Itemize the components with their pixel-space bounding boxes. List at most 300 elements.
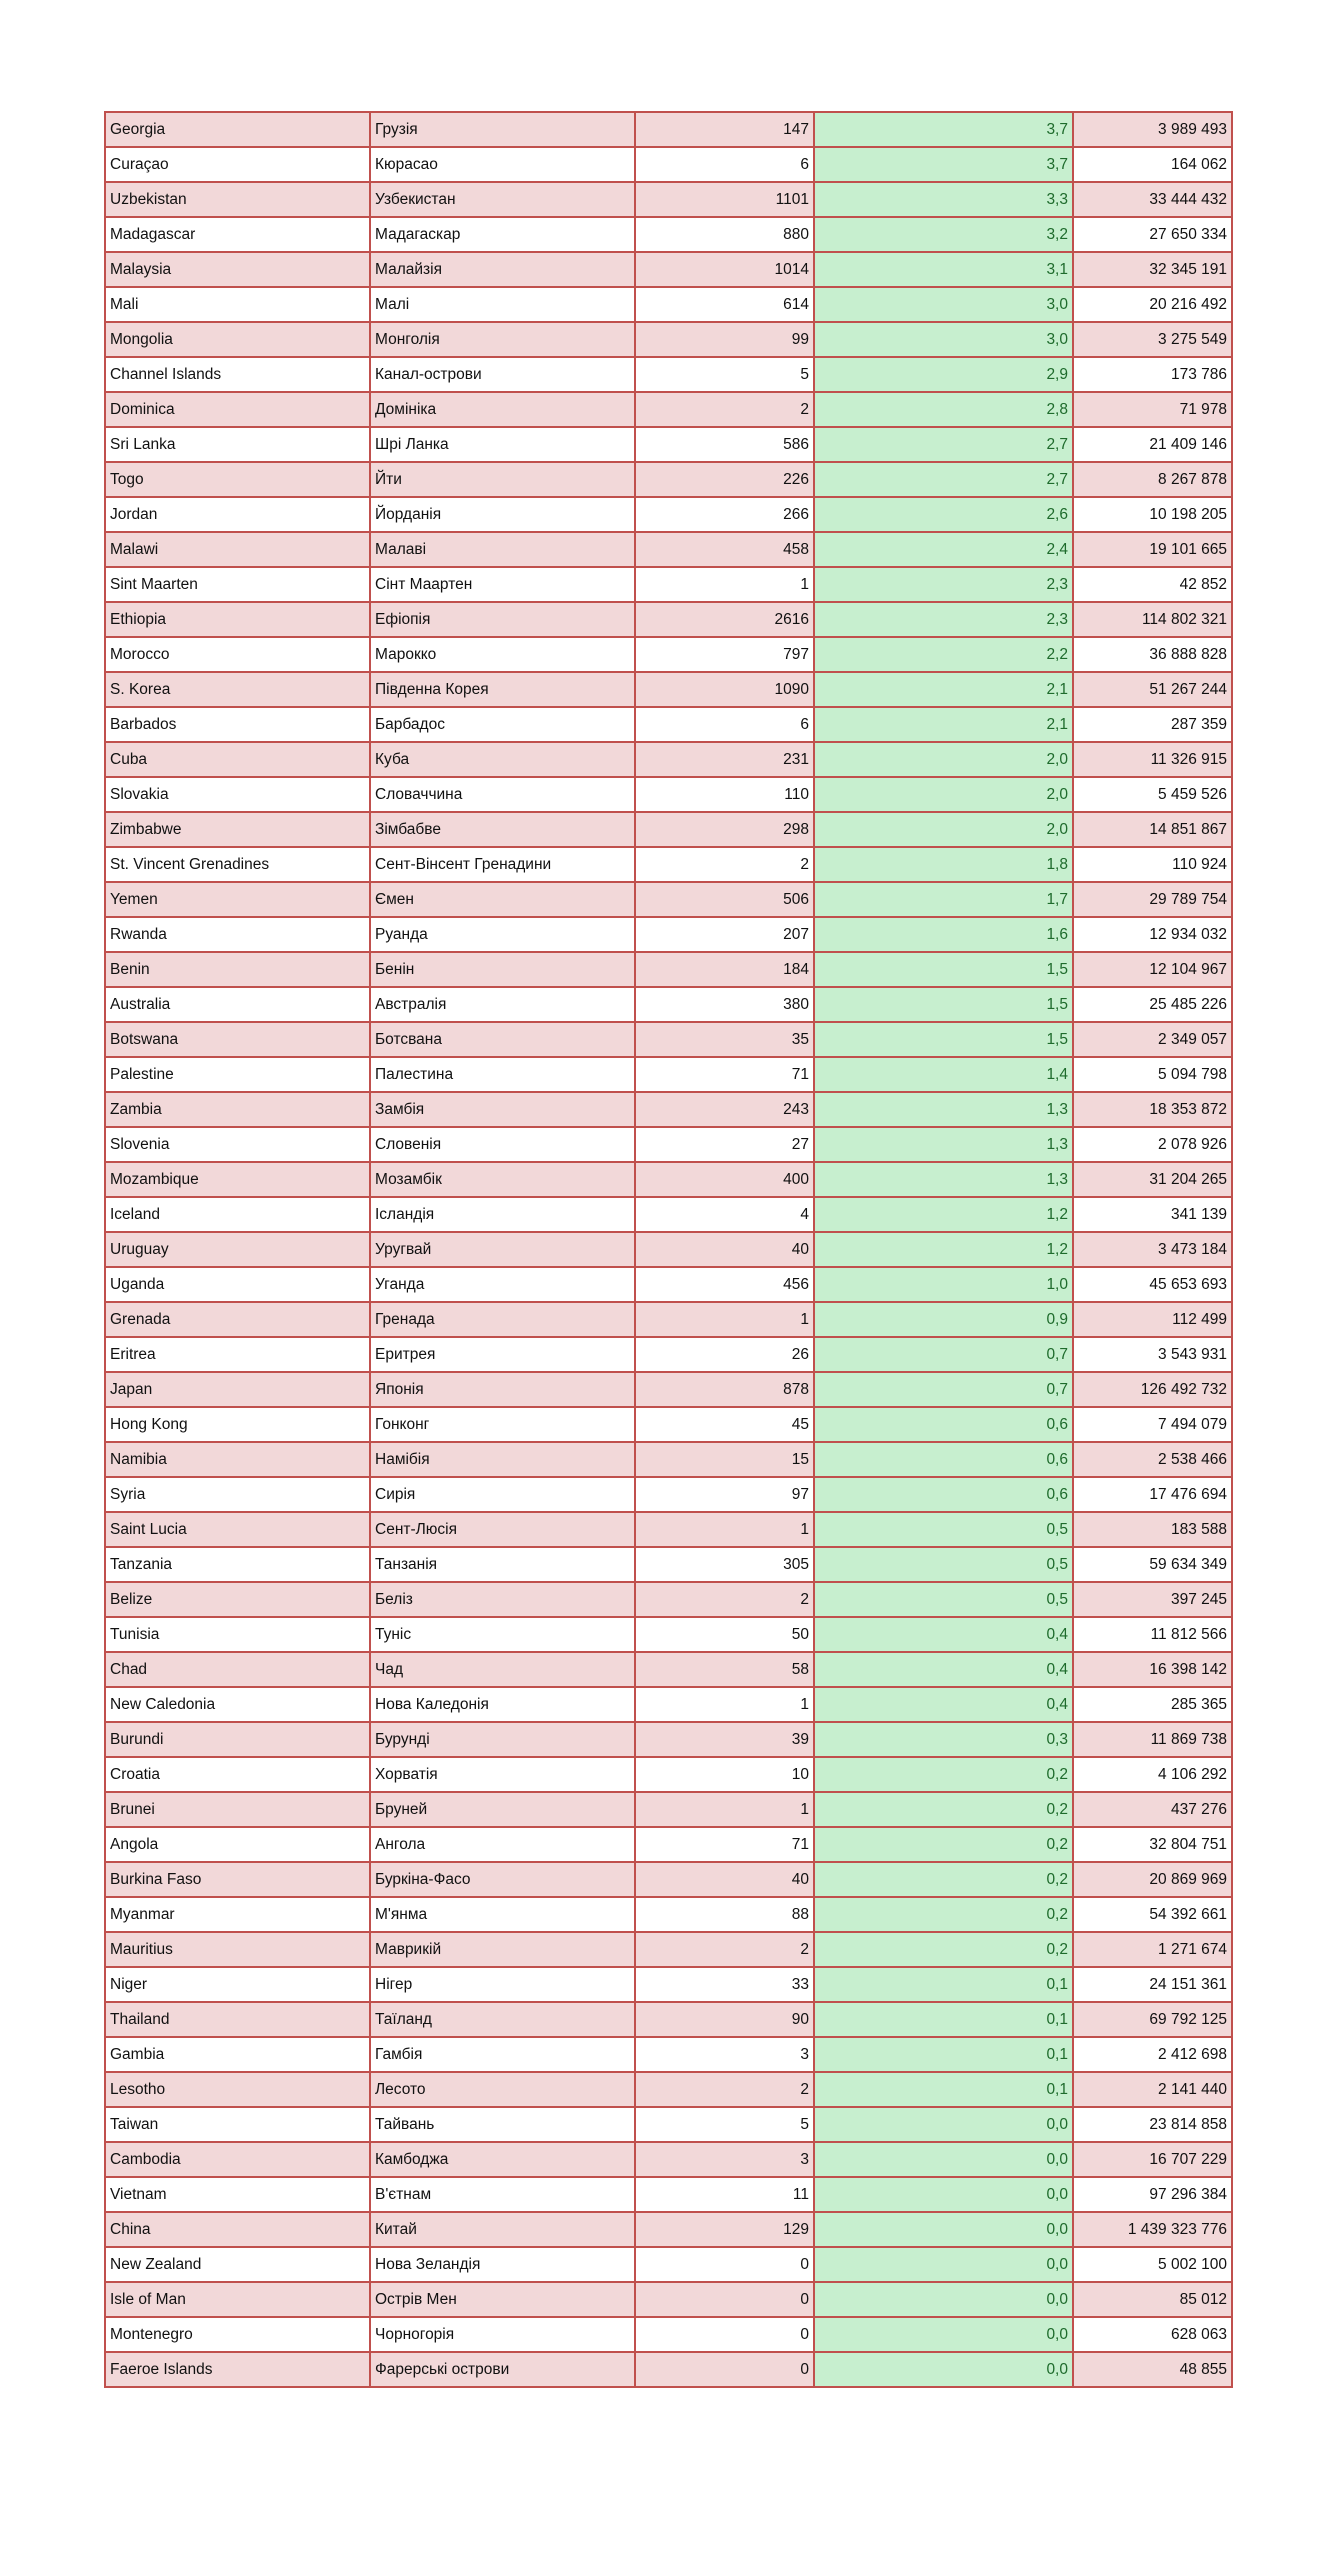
- country-en-cell: Ethiopia: [105, 602, 370, 637]
- table-row: [105, 357, 1232, 392]
- rate-cell: 2,0: [814, 777, 1073, 812]
- rate-cell: 0,9: [814, 1302, 1073, 1337]
- table-row: [105, 1827, 1232, 1862]
- population-cell: 33 444 432: [1073, 182, 1232, 217]
- count-cell: 1: [635, 567, 814, 602]
- country-en-cell: Iceland: [105, 1197, 370, 1232]
- count-cell: 1014: [635, 252, 814, 287]
- count-cell: 380: [635, 987, 814, 1022]
- rate-cell: 3,7: [814, 112, 1073, 147]
- count-cell: 50: [635, 1617, 814, 1652]
- count-cell: 99: [635, 322, 814, 357]
- population-cell: 42 852: [1073, 567, 1232, 602]
- count-cell: 6: [635, 707, 814, 742]
- table-row: [105, 2037, 1232, 2072]
- count-cell: 39: [635, 1722, 814, 1757]
- population-cell: 11 869 738: [1073, 1722, 1232, 1757]
- country-uk-cell: В'єтнам: [370, 2177, 635, 2212]
- country-en-cell: Montenegro: [105, 2317, 370, 2352]
- country-en-cell: Mozambique: [105, 1162, 370, 1197]
- country-uk-cell: Таїланд: [370, 2002, 635, 2037]
- population-cell: 85 012: [1073, 2282, 1232, 2317]
- rate-cell: 0,4: [814, 1687, 1073, 1722]
- count-cell: 797: [635, 637, 814, 672]
- table-row: [105, 952, 1232, 987]
- count-cell: 33: [635, 1967, 814, 2002]
- country-en-cell: Sint Maarten: [105, 567, 370, 602]
- count-cell: 586: [635, 427, 814, 462]
- population-cell: 2 412 698: [1073, 2037, 1232, 2072]
- population-cell: 10 198 205: [1073, 497, 1232, 532]
- count-cell: 2: [635, 392, 814, 427]
- country-uk-cell: Гонконг: [370, 1407, 635, 1442]
- country-uk-cell: Канал-острови: [370, 357, 635, 392]
- country-en-cell: Palestine: [105, 1057, 370, 1092]
- rate-cell: 2,7: [814, 427, 1073, 462]
- rate-cell: 3,3: [814, 182, 1073, 217]
- table-row: [105, 147, 1232, 182]
- country-en-cell: Yemen: [105, 882, 370, 917]
- country-en-cell: Grenada: [105, 1302, 370, 1337]
- count-cell: 5: [635, 2107, 814, 2142]
- country-uk-cell: Гренада: [370, 1302, 635, 1337]
- country-en-cell: Cuba: [105, 742, 370, 777]
- population-cell: 397 245: [1073, 1582, 1232, 1617]
- rate-cell: 2,0: [814, 812, 1073, 847]
- table-row: [105, 392, 1232, 427]
- rate-cell: 0,2: [814, 1757, 1073, 1792]
- table-row: [105, 252, 1232, 287]
- count-cell: 40: [635, 1232, 814, 1267]
- country-uk-cell: Лесото: [370, 2072, 635, 2107]
- count-cell: 2: [635, 1932, 814, 1967]
- table-row: [105, 1337, 1232, 1372]
- count-cell: 456: [635, 1267, 814, 1302]
- population-cell: 110 924: [1073, 847, 1232, 882]
- country-en-cell: Mongolia: [105, 322, 370, 357]
- country-en-cell: Tunisia: [105, 1617, 370, 1652]
- country-uk-cell: Зімбабве: [370, 812, 635, 847]
- population-cell: 97 296 384: [1073, 2177, 1232, 2212]
- rate-cell: 0,2: [814, 1827, 1073, 1862]
- table-row: [105, 1617, 1232, 1652]
- table-row: [105, 882, 1232, 917]
- population-cell: 31 204 265: [1073, 1162, 1232, 1197]
- table-row: [105, 847, 1232, 882]
- count-cell: 97: [635, 1477, 814, 1512]
- country-en-cell: Vietnam: [105, 2177, 370, 2212]
- table-row: [105, 1862, 1232, 1897]
- table-row: [105, 2107, 1232, 2142]
- country-uk-cell: Туніс: [370, 1617, 635, 1652]
- country-en-cell: Saint Lucia: [105, 1512, 370, 1547]
- table-row: [105, 1197, 1232, 1232]
- table-row: [105, 1267, 1232, 1302]
- table-row: [105, 672, 1232, 707]
- count-cell: 10: [635, 1757, 814, 1792]
- country-uk-cell: Бруней: [370, 1792, 635, 1827]
- rate-cell: 0,0: [814, 2212, 1073, 2247]
- population-cell: 437 276: [1073, 1792, 1232, 1827]
- table-row: [105, 707, 1232, 742]
- table-row: [105, 742, 1232, 777]
- country-en-cell: Niger: [105, 1967, 370, 2002]
- count-cell: 26: [635, 1337, 814, 1372]
- population-cell: 5 002 100: [1073, 2247, 1232, 2282]
- country-uk-cell: Уругвай: [370, 1232, 635, 1267]
- table-row: [105, 182, 1232, 217]
- count-cell: 878: [635, 1372, 814, 1407]
- table-row: [105, 1057, 1232, 1092]
- rate-cell: 0,1: [814, 2072, 1073, 2107]
- country-uk-cell: Ботсвана: [370, 1022, 635, 1057]
- count-cell: 243: [635, 1092, 814, 1127]
- table-row: [105, 2247, 1232, 2282]
- population-cell: 112 499: [1073, 1302, 1232, 1337]
- table-row: [105, 1582, 1232, 1617]
- count-cell: 3: [635, 2142, 814, 2177]
- country-uk-cell: Намібія: [370, 1442, 635, 1477]
- country-en-cell: Dominica: [105, 392, 370, 427]
- country-uk-cell: Палестина: [370, 1057, 635, 1092]
- table-row: [105, 1652, 1232, 1687]
- population-cell: 32 804 751: [1073, 1827, 1232, 1862]
- country-en-cell: St. Vincent Grenadines: [105, 847, 370, 882]
- country-uk-cell: Мадагаскар: [370, 217, 635, 252]
- country-uk-cell: Грузія: [370, 112, 635, 147]
- country-en-cell: Croatia: [105, 1757, 370, 1792]
- count-cell: 40: [635, 1862, 814, 1897]
- population-cell: 27 650 334: [1073, 217, 1232, 252]
- population-cell: 25 485 226: [1073, 987, 1232, 1022]
- country-uk-cell: Нова Каледонія: [370, 1687, 635, 1722]
- population-cell: 164 062: [1073, 147, 1232, 182]
- table-row: [105, 1897, 1232, 1932]
- country-en-cell: Togo: [105, 462, 370, 497]
- country-en-cell: China: [105, 2212, 370, 2247]
- count-cell: 27: [635, 1127, 814, 1162]
- count-cell: 2: [635, 1582, 814, 1617]
- table-row: [105, 1092, 1232, 1127]
- country-en-cell: Sri Lanka: [105, 427, 370, 462]
- country-uk-cell: Острів Мен: [370, 2282, 635, 2317]
- rate-cell: 0,6: [814, 1477, 1073, 1512]
- country-uk-cell: Бурунді: [370, 1722, 635, 1757]
- count-cell: 1090: [635, 672, 814, 707]
- rate-cell: 2,3: [814, 602, 1073, 637]
- country-uk-cell: Кюрасао: [370, 147, 635, 182]
- rate-cell: 1,7: [814, 882, 1073, 917]
- country-uk-cell: Марокко: [370, 637, 635, 672]
- table-row: [105, 1162, 1232, 1197]
- rate-cell: 0,5: [814, 1582, 1073, 1617]
- rate-cell: 0,7: [814, 1337, 1073, 1372]
- population-cell: 12 934 032: [1073, 917, 1232, 952]
- table-row: [105, 917, 1232, 952]
- country-uk-cell: Камбоджа: [370, 2142, 635, 2177]
- country-en-cell: Taiwan: [105, 2107, 370, 2142]
- table-row: [105, 1232, 1232, 1267]
- rate-cell: 0,1: [814, 2002, 1073, 2037]
- table-row: [105, 427, 1232, 462]
- country-uk-cell: Нова Зеландія: [370, 2247, 635, 2282]
- rate-cell: 3,2: [814, 217, 1073, 252]
- table-row: [105, 2212, 1232, 2247]
- table-row: [105, 2317, 1232, 2352]
- country-en-cell: Uruguay: [105, 1232, 370, 1267]
- population-cell: 3 989 493: [1073, 112, 1232, 147]
- rate-cell: 1,8: [814, 847, 1073, 882]
- population-cell: 285 365: [1073, 1687, 1232, 1722]
- population-cell: 2 349 057: [1073, 1022, 1232, 1057]
- country-en-cell: Burundi: [105, 1722, 370, 1757]
- rate-cell: 1,2: [814, 1232, 1073, 1267]
- country-en-cell: Zimbabwe: [105, 812, 370, 847]
- rate-cell: 0,4: [814, 1652, 1073, 1687]
- country-uk-cell: Малайзія: [370, 252, 635, 287]
- population-cell: 36 888 828: [1073, 637, 1232, 672]
- population-cell: 59 634 349: [1073, 1547, 1232, 1582]
- country-uk-cell: Бенін: [370, 952, 635, 987]
- count-cell: 506: [635, 882, 814, 917]
- country-uk-cell: Замбія: [370, 1092, 635, 1127]
- population-cell: 173 786: [1073, 357, 1232, 392]
- country-uk-cell: Йти: [370, 462, 635, 497]
- table-row: [105, 1547, 1232, 1582]
- country-uk-cell: Мозамбік: [370, 1162, 635, 1197]
- table-row: [105, 532, 1232, 567]
- population-cell: 16 707 229: [1073, 2142, 1232, 2177]
- rate-cell: 3,0: [814, 287, 1073, 322]
- table-row: [105, 1442, 1232, 1477]
- country-en-cell: Uganda: [105, 1267, 370, 1302]
- rate-cell: 0,1: [814, 2037, 1073, 2072]
- rate-cell: 2,1: [814, 672, 1073, 707]
- country-uk-cell: Ангола: [370, 1827, 635, 1862]
- rate-cell: 0,6: [814, 1407, 1073, 1442]
- population-cell: 16 398 142: [1073, 1652, 1232, 1687]
- country-en-cell: Barbados: [105, 707, 370, 742]
- count-cell: 45: [635, 1407, 814, 1442]
- country-uk-cell: Ісландія: [370, 1197, 635, 1232]
- rate-cell: 2,6: [814, 497, 1073, 532]
- country-uk-cell: Домініка: [370, 392, 635, 427]
- country-uk-cell: Йорданія: [370, 497, 635, 532]
- count-cell: 5: [635, 357, 814, 392]
- country-uk-cell: Ємен: [370, 882, 635, 917]
- population-cell: 19 101 665: [1073, 532, 1232, 567]
- country-en-cell: Faeroe Islands: [105, 2352, 370, 2387]
- country-uk-cell: Японія: [370, 1372, 635, 1407]
- rate-cell: 2,9: [814, 357, 1073, 392]
- count-cell: 11: [635, 2177, 814, 2212]
- population-cell: 11 812 566: [1073, 1617, 1232, 1652]
- country-uk-cell: Гамбія: [370, 2037, 635, 2072]
- rate-cell: 1,5: [814, 987, 1073, 1022]
- rate-cell: 1,0: [814, 1267, 1073, 1302]
- table-row: [105, 602, 1232, 637]
- table-row: [105, 1372, 1232, 1407]
- table-row: [105, 1302, 1232, 1337]
- count-cell: 1: [635, 1687, 814, 1722]
- count-cell: 458: [635, 532, 814, 567]
- count-cell: 2: [635, 2072, 814, 2107]
- country-uk-cell: Узбекистан: [370, 182, 635, 217]
- rate-cell: 0,1: [814, 1967, 1073, 2002]
- country-uk-cell: Еритрея: [370, 1337, 635, 1372]
- country-en-cell: Madagascar: [105, 217, 370, 252]
- country-uk-cell: Малаві: [370, 532, 635, 567]
- country-en-cell: Mauritius: [105, 1932, 370, 1967]
- country-en-cell: Gambia: [105, 2037, 370, 2072]
- population-cell: 45 653 693: [1073, 1267, 1232, 1302]
- country-en-cell: Channel Islands: [105, 357, 370, 392]
- count-cell: 184: [635, 952, 814, 987]
- table-row: [105, 567, 1232, 602]
- population-cell: 3 543 931: [1073, 1337, 1232, 1372]
- country-en-cell: Benin: [105, 952, 370, 987]
- count-cell: 231: [635, 742, 814, 777]
- table-row: [105, 322, 1232, 357]
- population-cell: 287 359: [1073, 707, 1232, 742]
- population-cell: 69 792 125: [1073, 2002, 1232, 2037]
- country-stats-table: [104, 111, 1233, 2388]
- country-uk-cell: Сент-Люсія: [370, 1512, 635, 1547]
- population-cell: 54 392 661: [1073, 1897, 1232, 1932]
- population-cell: 51 267 244: [1073, 672, 1232, 707]
- rate-cell: 0,0: [814, 2317, 1073, 2352]
- country-uk-cell: Маврикій: [370, 1932, 635, 1967]
- table-row: [105, 112, 1232, 147]
- count-cell: 0: [635, 2317, 814, 2352]
- population-cell: 18 353 872: [1073, 1092, 1232, 1127]
- population-cell: 71 978: [1073, 392, 1232, 427]
- country-uk-cell: Куба: [370, 742, 635, 777]
- rate-cell: 1,2: [814, 1197, 1073, 1232]
- population-cell: 21 409 146: [1073, 427, 1232, 462]
- country-en-cell: Chad: [105, 1652, 370, 1687]
- country-en-cell: Angola: [105, 1827, 370, 1862]
- population-cell: 2 538 466: [1073, 1442, 1232, 1477]
- table-row: [105, 1757, 1232, 1792]
- count-cell: 880: [635, 217, 814, 252]
- count-cell: 1101: [635, 182, 814, 217]
- country-en-cell: Malawi: [105, 532, 370, 567]
- rate-cell: 1,5: [814, 1022, 1073, 1057]
- population-cell: 20 216 492: [1073, 287, 1232, 322]
- country-uk-cell: Китай: [370, 2212, 635, 2247]
- population-cell: 17 476 694: [1073, 1477, 1232, 1512]
- count-cell: 1: [635, 1302, 814, 1337]
- country-uk-cell: Словаччина: [370, 777, 635, 812]
- rate-cell: 2,3: [814, 567, 1073, 602]
- rate-cell: 0,2: [814, 1792, 1073, 1827]
- country-en-cell: Slovenia: [105, 1127, 370, 1162]
- count-cell: 6: [635, 147, 814, 182]
- table-row: [105, 812, 1232, 847]
- country-en-cell: Slovakia: [105, 777, 370, 812]
- country-en-cell: Georgia: [105, 112, 370, 147]
- rate-cell: 3,7: [814, 147, 1073, 182]
- table-row: [105, 1512, 1232, 1547]
- population-cell: 114 802 321: [1073, 602, 1232, 637]
- rate-cell: 3,1: [814, 252, 1073, 287]
- count-cell: 129: [635, 2212, 814, 2247]
- population-cell: 1 271 674: [1073, 1932, 1232, 1967]
- population-cell: 3 473 184: [1073, 1232, 1232, 1267]
- population-cell: 7 494 079: [1073, 1407, 1232, 1442]
- population-cell: 24 151 361: [1073, 1967, 1232, 2002]
- rate-cell: 0,0: [814, 2107, 1073, 2142]
- count-cell: 90: [635, 2002, 814, 2037]
- count-cell: 614: [635, 287, 814, 322]
- country-uk-cell: Монголія: [370, 322, 635, 357]
- table-row: [105, 1722, 1232, 1757]
- table-row: [105, 1932, 1232, 1967]
- rate-cell: 0,0: [814, 2142, 1073, 2177]
- count-cell: 15: [635, 1442, 814, 1477]
- table-row: [105, 637, 1232, 672]
- rate-cell: 2,0: [814, 742, 1073, 777]
- rate-cell: 0,3: [814, 1722, 1073, 1757]
- rate-cell: 0,0: [814, 2282, 1073, 2317]
- table-row: [105, 987, 1232, 1022]
- population-cell: 341 139: [1073, 1197, 1232, 1232]
- table-row: [105, 217, 1232, 252]
- country-uk-cell: Уганда: [370, 1267, 635, 1302]
- country-uk-cell: Австралія: [370, 987, 635, 1022]
- country-en-cell: Isle of Man: [105, 2282, 370, 2317]
- country-en-cell: Hong Kong: [105, 1407, 370, 1442]
- rate-cell: 2,1: [814, 707, 1073, 742]
- country-en-cell: New Zealand: [105, 2247, 370, 2282]
- population-cell: 11 326 915: [1073, 742, 1232, 777]
- country-uk-cell: Хорватія: [370, 1757, 635, 1792]
- country-en-cell: Zambia: [105, 1092, 370, 1127]
- country-uk-cell: Чорногорія: [370, 2317, 635, 2352]
- count-cell: 3: [635, 2037, 814, 2072]
- population-cell: 2 078 926: [1073, 1127, 1232, 1162]
- count-cell: 298: [635, 812, 814, 847]
- country-uk-cell: Чад: [370, 1652, 635, 1687]
- country-uk-cell: Нігер: [370, 1967, 635, 2002]
- count-cell: 0: [635, 2247, 814, 2282]
- population-cell: 23 814 858: [1073, 2107, 1232, 2142]
- table-row: [105, 497, 1232, 532]
- count-cell: 305: [635, 1547, 814, 1582]
- country-en-cell: Curaçao: [105, 147, 370, 182]
- country-uk-cell: М'янма: [370, 1897, 635, 1932]
- country-uk-cell: Словенія: [370, 1127, 635, 1162]
- rate-cell: 1,3: [814, 1127, 1073, 1162]
- rate-cell: 1,3: [814, 1092, 1073, 1127]
- table-row: [105, 777, 1232, 812]
- country-en-cell: Thailand: [105, 2002, 370, 2037]
- country-uk-cell: Руанда: [370, 917, 635, 952]
- country-uk-cell: Сирія: [370, 1477, 635, 1512]
- country-en-cell: Namibia: [105, 1442, 370, 1477]
- table-row: [105, 1022, 1232, 1057]
- table-row: [105, 1477, 1232, 1512]
- country-en-cell: Jordan: [105, 497, 370, 532]
- country-en-cell: Cambodia: [105, 2142, 370, 2177]
- rate-cell: 0,2: [814, 1897, 1073, 1932]
- rate-cell: 0,0: [814, 2177, 1073, 2212]
- country-en-cell: Brunei: [105, 1792, 370, 1827]
- rate-cell: 2,8: [814, 392, 1073, 427]
- count-cell: 266: [635, 497, 814, 532]
- population-cell: 2 141 440: [1073, 2072, 1232, 2107]
